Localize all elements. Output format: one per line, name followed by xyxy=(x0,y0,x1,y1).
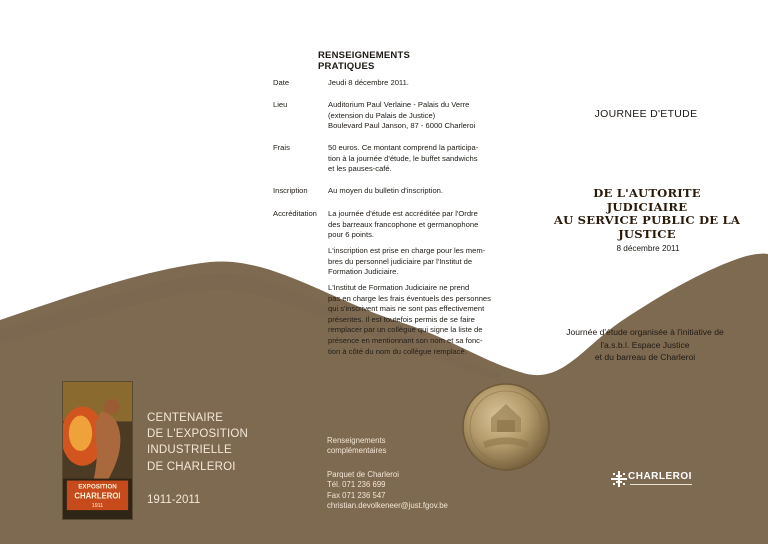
cover-title-line: AU SERVICE PUBLIC DE LA xyxy=(553,213,741,228)
info-value-line: pour 6 points. xyxy=(328,230,375,240)
poster-line: EXPOSITION xyxy=(78,483,117,491)
organizer-line: l'a.s.b.l. Espace Justice xyxy=(600,339,690,350)
medal-image xyxy=(461,382,551,472)
paragraph-ifj-coverage xyxy=(328,246,505,278)
poster-line: 1911 xyxy=(91,503,104,510)
info-value-line: des barreaux francophone et germanophone xyxy=(328,219,479,229)
contact-email[interactable]: christian.devolkeneer@just.fgov.be xyxy=(327,501,448,511)
info-label-inscription: Inscription xyxy=(273,186,308,195)
info-value-line: (extension du Palais de Justice) xyxy=(328,110,436,120)
info-value-line: La journée d'étude est accréditée par l'Ordre xyxy=(328,209,478,218)
info-value-line: et les pauses-café. xyxy=(328,164,392,174)
paragraph-line: pas en charge les frais éventuels des personnes xyxy=(328,293,491,303)
paragraph-line: L'Institut de Formation Judiciaire ne prend xyxy=(328,283,470,292)
paragraph-ifj-conditions xyxy=(328,283,505,357)
paragraph-line: présentes. Il est toutefois permis de se faire xyxy=(328,314,475,324)
snowflake-icon xyxy=(611,471,627,487)
contact-heading-line: complémentaires xyxy=(327,446,387,456)
organizer-line: et du barreau de Charleroi xyxy=(594,352,696,363)
poster-line: CHARLEROI xyxy=(74,491,121,501)
paragraph-line: tion à côté du nom du collègue remplacé. xyxy=(328,346,467,356)
info-value-date: Jeudi 8 décembre 2011. xyxy=(328,78,409,87)
cover-date: 8 décembre 2011 xyxy=(616,244,680,253)
info-value-line: tion à la journée d'étude, le buffet sandwichs xyxy=(328,153,478,163)
info-value-lieu xyxy=(328,100,505,132)
exposition-poster-image xyxy=(62,381,133,520)
charleroi-logo-text: CHARLEROI xyxy=(628,471,692,482)
organizer-line: Journée d'étude organisée à l'initiative de xyxy=(566,327,724,337)
contact-fax: Fax 071 236 547 xyxy=(327,490,386,500)
info-value-frais xyxy=(328,143,505,175)
organizer-text xyxy=(545,326,745,364)
info-value-inscription: Au moyen du bulletin d'inscription. xyxy=(328,186,444,195)
info-label-accreditation: Accréditation xyxy=(273,209,317,218)
info-value-accreditation xyxy=(328,209,505,241)
centenary-title xyxy=(147,410,277,475)
contact-details xyxy=(327,470,487,512)
study-day-label: JOURNEE D'ETUDE xyxy=(594,108,698,120)
centenary-line: DE L'EXPOSITION xyxy=(147,428,249,441)
info-value-line: Boulevard Paul Janson, 87 - 6000 Charleroi xyxy=(328,121,476,131)
cover-title-line: DE L'AUTORITE JUDICIAIRE xyxy=(593,186,701,214)
paragraph-line: Formation Judiciaire. xyxy=(328,267,399,277)
paragraph-line: présence en mentionnant son nom et sa fonc- xyxy=(328,335,483,345)
centenary-years: 1911-2011 xyxy=(147,494,201,506)
paragraph-line: qui s'inscrivent mais ne sont pas effectivement xyxy=(328,304,485,314)
contact-org: Parquet de Charleroi xyxy=(327,470,399,479)
centenary-line: CENTENAIRE xyxy=(147,412,224,424)
cover-title xyxy=(552,187,742,241)
paragraph-line: L'inscription est prise en charge pour les mem- xyxy=(328,246,486,255)
contact-heading-line: Renseignements xyxy=(327,436,386,445)
info-label-lieu: Lieu xyxy=(273,100,288,109)
info-label-frais: Frais xyxy=(273,143,290,152)
info-value-line: Auditorium Paul Verlaine - Palais du Verre xyxy=(328,100,470,109)
centenary-line: DE CHARLEROI xyxy=(147,460,236,473)
info-value-line: 50 euros. Ce montant comprend la participa- xyxy=(328,143,479,152)
paragraph-line: bres du personnel judiciaire par l'Institut de xyxy=(328,256,473,266)
centenary-line: INDUSTRIELLE xyxy=(147,444,232,457)
contact-tel: Tél. 071 236 699 xyxy=(327,480,386,490)
cover-title-line: JUSTICE xyxy=(618,226,676,241)
paragraph-line: remplacer par un collègue qui signe la liste de xyxy=(328,325,483,335)
practical-info-heading: RENSEIGNEMENTS PRATIQUES xyxy=(318,50,411,72)
info-label-date: Date xyxy=(273,78,290,87)
